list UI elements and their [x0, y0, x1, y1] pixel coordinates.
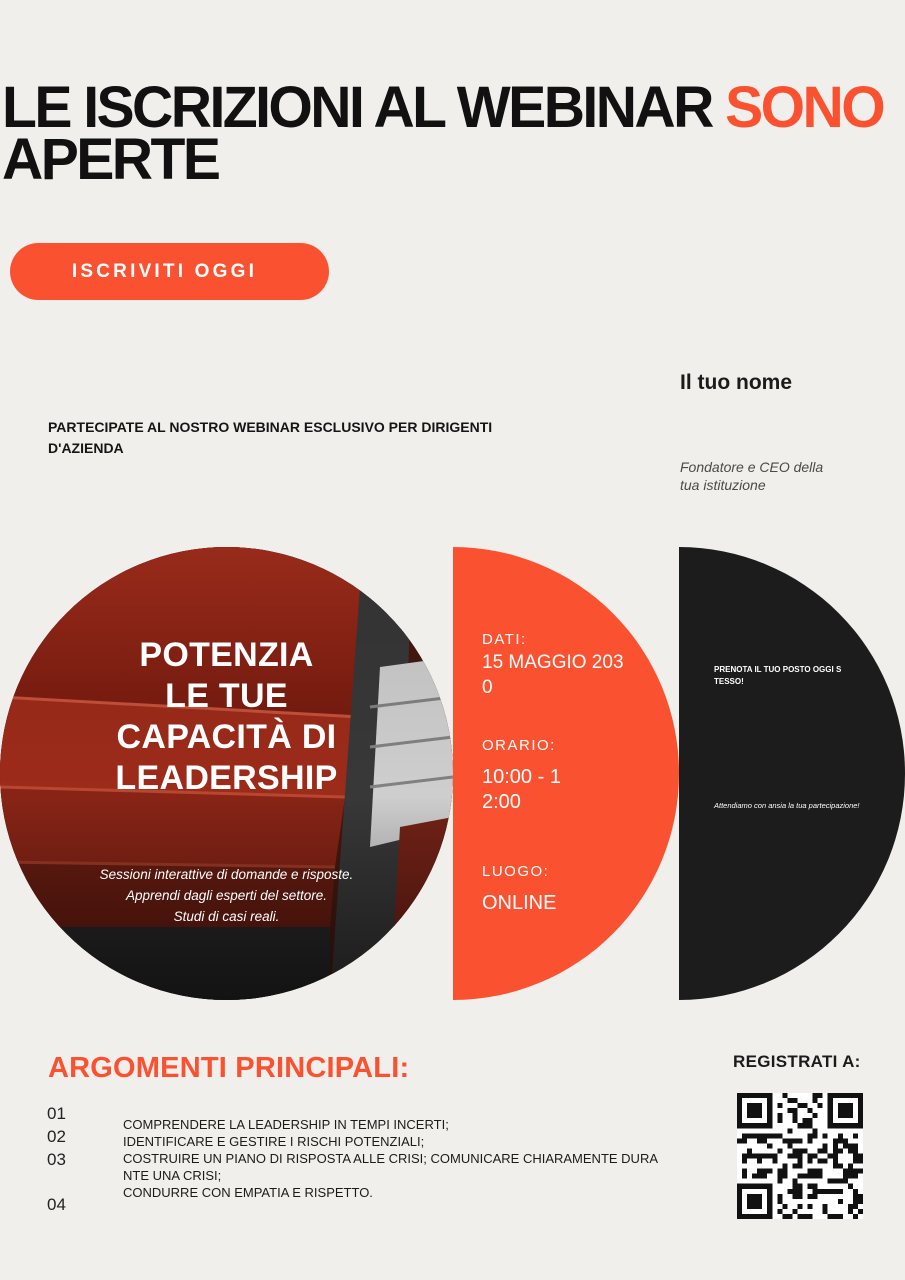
time-value: 10:00 - 12:00	[482, 766, 561, 813]
circle-bullets	[0, 864, 453, 927]
qr-code[interactable]	[737, 1093, 863, 1219]
headline	[2, 75, 889, 192]
place-value: ONLINE	[482, 892, 557, 914]
subtitle: PARTECIPATE AL NOSTRO WEBINAR ESCLUSIVO PER DIRIGENTI D'AZIENDA	[48, 419, 493, 456]
topic-item-3: COSTRUIRE UN PIANO DI RISPOSTA ALLE CRISI; COMUNICARE CHIARAMENTE DURANTE UNA CRISI;	[123, 1151, 659, 1183]
topic-number-1: 01	[47, 1104, 66, 1123]
host-name: Il tuo nome	[680, 371, 792, 394]
topics-list	[123, 1116, 663, 1201]
reserve-text: PRENOTA IL TUO POSTO OGGI STESSO!	[714, 665, 842, 686]
topics-title: ARGOMENTI PRINCIPALI:	[48, 1052, 410, 1084]
topic-number-4: 04	[47, 1195, 66, 1214]
register-today-button[interactable]: ISCRIVITI OGGI	[10, 243, 329, 300]
headline-part2: APERTE	[2, 127, 219, 192]
bullet-3: Studi di casi reali.	[173, 909, 280, 924]
time-label: ORARIO:	[482, 737, 556, 754]
headline-accent: SONO	[725, 75, 884, 140]
register-label: REGISTRATI A:	[733, 1052, 861, 1071]
bullet-2: Apprendi dagli esperti del settore.	[125, 888, 328, 903]
topic-item-4: CONDURRE CON EMPATIA E RISPETTO.	[123, 1185, 373, 1200]
date-value: 15 MAGGIO 2030	[482, 652, 624, 698]
qr-code-icon	[737, 1093, 863, 1219]
closing-text: Attendiamo con ansia la tua partecipazione!	[714, 801, 860, 810]
topic-number-3: 03	[47, 1150, 66, 1169]
headline-part1: LE ISCRIZIONI AL WEBINAR	[2, 75, 726, 140]
bullet-1: Sessioni interattive di domande e risposte.	[99, 867, 354, 882]
topic-number-2: 02	[47, 1127, 66, 1146]
topic-item-1: COMPRENDERE LA LEADERSHIP IN TEMPI INCERTI;	[123, 1117, 449, 1132]
host-role: Fondatore e CEO della tua istituzione	[680, 459, 824, 493]
topic-item-2: IDENTIFICARE E GESTIRE I RISCHI POTENZIALI;	[123, 1134, 425, 1149]
circle-title: POTENZIA LE TUE CAPACITÀ DI LEADERSHIP	[115, 636, 338, 797]
reserve-panel	[679, 547, 905, 1000]
date-label: DATI:	[482, 631, 527, 648]
place-label: LUOGO:	[482, 863, 550, 880]
